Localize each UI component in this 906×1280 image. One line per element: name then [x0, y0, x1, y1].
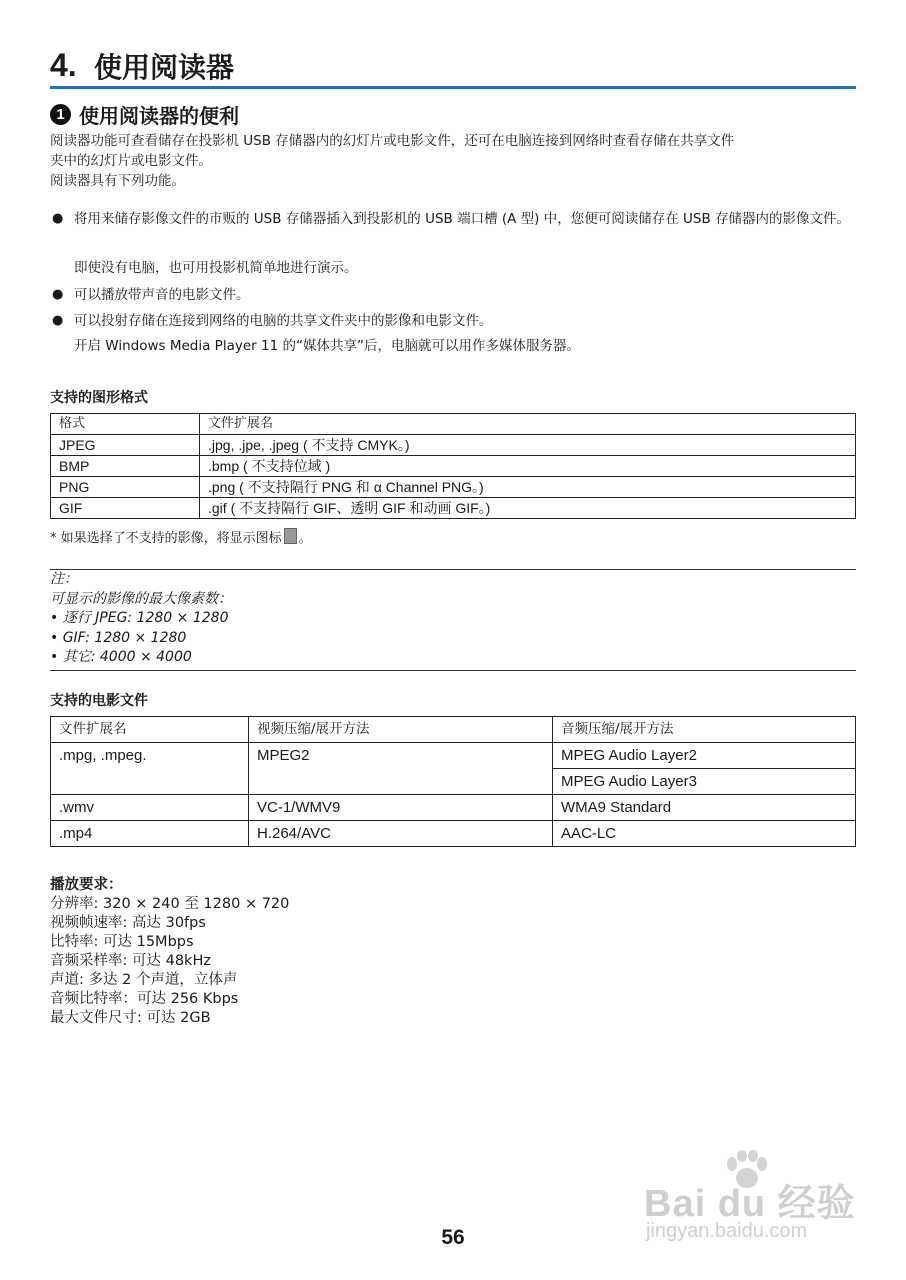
watermark-url: jingyan.baidu.com — [646, 1220, 808, 1242]
table-cell: .wmv — [51, 795, 249, 821]
note-box — [50, 569, 856, 671]
playback-line: 声道: 多达 2 个声道，立体声 — [50, 972, 238, 988]
table-header-cell: 文件扩展名 — [200, 414, 856, 435]
image-formats-table — [50, 413, 856, 519]
watermark-brand: Bai du 经验 — [644, 1183, 856, 1225]
bullet-dot: ● — [52, 287, 64, 302]
note-line: • GIF: 1280 × 1280 — [50, 629, 187, 646]
image-formats-heading: 支持的图形格式 — [50, 390, 148, 406]
bullet-subtext: 即使没有电脑，也可用投影机简单地进行演示。 — [74, 260, 358, 276]
table-cell: AAC-LC — [553, 821, 856, 847]
bullet-text: 可以投射存储在连接到网络的电脑的共享文件夹中的影像和电影文件。 — [74, 313, 493, 329]
movie-formats-heading: 支持的电影文件 — [50, 693, 148, 709]
footnote-text: * 如果选择了不支持的影像，将显示图标 — [50, 531, 282, 546]
table-cell: H.264/AVC — [249, 821, 553, 847]
intro-paragraph — [50, 131, 856, 191]
playback-line: 音频比特率：可达 256 Kbps — [50, 991, 239, 1007]
playback-line: 视频帧速率: 高达 30fps — [50, 915, 206, 931]
table-header-row — [51, 414, 856, 435]
bullet-dot: ● — [52, 313, 64, 328]
chapter-title: 使用阅读器 — [94, 51, 235, 84]
table-cell: MPEG Audio Layer3 — [553, 769, 856, 795]
bullet-item — [50, 208, 856, 254]
chapter-heading — [50, 38, 856, 89]
table-cell: WMA9 Standard — [553, 795, 856, 821]
table-cell: .mp4 — [51, 821, 249, 847]
table-cell: GIF — [51, 498, 200, 519]
table-row — [51, 477, 856, 498]
playback-requirements — [50, 876, 289, 1028]
table-cell: MPEG2 — [249, 743, 553, 795]
table-header-cell: 文件扩展名 — [51, 717, 249, 743]
table-header-cell: 格式 — [51, 414, 200, 435]
playback-title: 播放要求： — [50, 877, 123, 893]
table-row — [51, 498, 856, 519]
intro-line: 阅读器功能可查看储存在投影机 USB 存储器内的幻灯片或电影文件，还可在电脑连接到网络时查看存储在共享文件 — [50, 133, 735, 149]
table-row — [51, 456, 856, 477]
playback-line: 分辨率: 320 × 240 至 1280 × 720 — [50, 896, 290, 912]
section-number-badge: 1 — [50, 104, 71, 125]
table-header-row — [51, 717, 856, 743]
note-line: 可显示的影像的最大像素数： — [50, 590, 232, 607]
intro-line: 夹中的幻灯片或电影文件。 — [50, 153, 212, 169]
table-cell: .jpg, .jpe, .jpeg ( 不支持 CMYK。) — [200, 435, 856, 456]
table-header-cell: 音频压缩/展开方法 — [553, 717, 856, 743]
table-cell: .png ( 不支持隔行 PNG 和 α Channel PNG。) — [200, 477, 856, 498]
bullet-subtext: 开启 Windows Media Player 11 的“媒体共享”后，电脑就可以用作多媒体服务器。 — [74, 338, 580, 354]
table-cell: VC-1/WMV9 — [249, 795, 553, 821]
bullet-item — [50, 310, 856, 332]
section-title: 使用阅读器的便利 — [79, 103, 239, 128]
table-cell: .bmp ( 不支持位域 ) — [200, 456, 856, 477]
section-heading — [50, 100, 239, 128]
note-line: • 其它: 4000 × 4000 — [50, 649, 192, 665]
table-cell: JPEG — [51, 435, 200, 456]
bullet-text: 可以播放带声音的电影文件。 — [74, 287, 250, 303]
bullet-text: 将用来储存影像文件的市贩的 USB 存储器插入到投影机的 USB 端口槽 (A 型) 中，您便可阅读储存在 USB 存储器内的影像文件。 — [74, 211, 851, 227]
table-cell: PNG — [51, 477, 200, 498]
playback-line: 最大文件尺寸: 可达 2GB — [50, 1010, 211, 1026]
table-cell: MPEG Audio Layer2 — [553, 743, 856, 769]
table-cell: .gif ( 不支持隔行 GIF、透明 GIF 和动画 GIF。) — [200, 498, 856, 519]
note-line: • 逐行 JPEG: 1280 × 1280 — [50, 610, 229, 626]
playback-line: 音频采样率: 可达 48kHz — [50, 953, 211, 969]
table-cell: .mpg, .mpeg. — [51, 743, 249, 795]
table-row — [51, 821, 856, 847]
page-number: 56 — [441, 1226, 465, 1249]
movie-formats-table — [50, 716, 856, 847]
chapter-number: 4. — [50, 47, 77, 83]
table-row — [51, 743, 856, 769]
playback-line: 比特率: 可达 15Mbps — [50, 934, 194, 950]
unsupported-file-icon — [284, 528, 297, 544]
table-row — [51, 795, 856, 821]
table-cell: BMP — [51, 456, 200, 477]
bullet-item — [50, 284, 856, 306]
bullet-dot: ● — [52, 211, 64, 226]
footnote-end: 。 — [298, 531, 312, 546]
table-row — [51, 435, 856, 456]
unsupported-footnote — [50, 527, 312, 546]
intro-line: 阅读器具有下列功能。 — [50, 173, 185, 189]
note-label: 注： — [50, 571, 78, 587]
table-header-cell: 视频压缩/展开方法 — [249, 717, 553, 743]
